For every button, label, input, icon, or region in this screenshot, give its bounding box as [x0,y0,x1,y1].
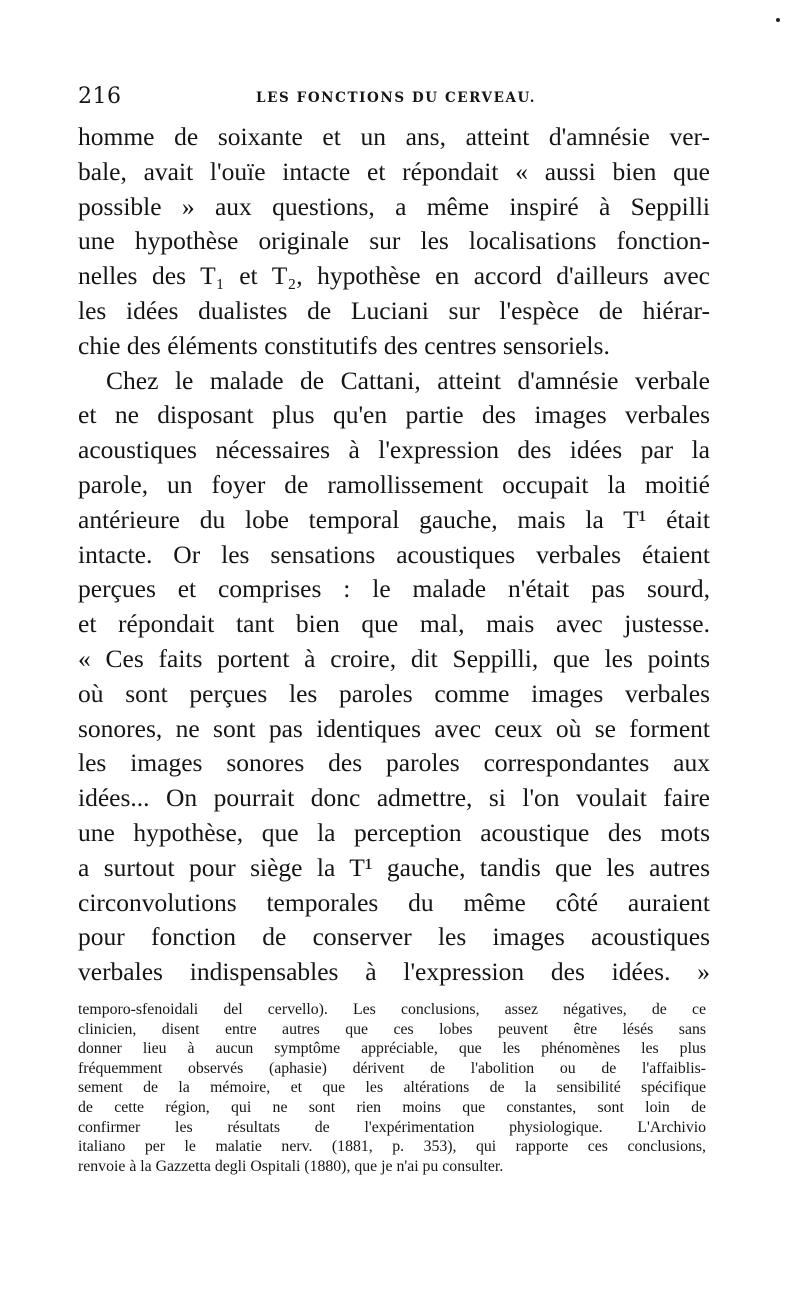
text-line: et répondait tant bien que mal, mais avec justesse. [78,609,710,639]
text-line: bale, avait l'ouïe intacte et répondait « aussi bien que [78,156,710,186]
footnote-line: clinicien, disent entre autres que ces lobes peuvent être lésés sans [78,1020,706,1038]
text-line: a surtout pour siège la T¹ gauche, tandis que les autres [78,852,710,882]
text-line: antérieure du lobe temporal gauche, mais la T¹ était [78,504,710,534]
text-line: Chez le malade de Cattani, atteint d'amnésie verbale [106,365,710,395]
text-line: perçues et comprises : le malade n'était pas sourd, [78,574,710,604]
text-line: circonvolutions temporales du même côté auraient [78,887,710,917]
footnote-line: confirmer les résultats de l'expérimentation physiologique. L'Archivio [78,1118,706,1136]
text-line: verbales indispensables à l'expression des idées. » [78,957,710,987]
footnote-line: de cette région, qui ne sont rien moins que constantes, sont loin de [78,1098,706,1116]
text-line: les images sonores des paroles correspondantes aux [78,748,710,778]
footnote-line: donner lieu à aucun symptôme appréciable, que les phénomènes les plus [78,1040,706,1058]
footnote-line: sement de la mémoire, et que les altérations de la sensibilité spécifique [78,1079,706,1097]
text-line: et ne disposant plus qu'en partie des images verbales [78,400,710,430]
main-text [78,120,710,990]
text-line: idées... On pourrait donc admettre, si l'on voulait faire [78,783,710,813]
text-line: homme de soixante et un ans, atteint d'amnésie ver- [78,122,710,151]
page-number: 216 [78,84,122,109]
text-line: acoustiques nécessaires à l'expression des idées par la [78,435,710,465]
text-line: « Ces faits portent à croire, dit Seppilli, que les points [78,643,710,673]
text-line: parole, un foyer de ramollissement occupait la moitié [78,469,710,499]
text-line: chie des éléments constitutifs des centres sensoriels. [78,330,610,360]
text-line: sonores, ne sont pas identiques avec ceux où se forment [78,713,710,743]
text-line: les idées dualistes de Luciani sur l'espèce de hiérar- [78,295,710,325]
text-line: pour fonction de conserver les images acoustiques [78,922,710,952]
footnote-line: renvoie à la Gazzetta degli Ospitali (1880), que je n'ai pu consulter. [78,1157,504,1175]
text-line: nelles des T₁ et T₂, hypothèse en accord d'ailleurs avec [78,261,710,291]
text-line: où sont perçues les paroles comme images verbales [78,678,710,708]
page-header [78,84,708,110]
text-line: une hypothèse originale sur les localisations fonction- [78,226,710,256]
footnote-line: italiano per le malatie nerv. (1881, p. 353), qui rapporte ces conclusions, [78,1138,706,1156]
running-head: LES FONCTIONS DU CERVEAU. [256,90,536,106]
footnote [78,1000,706,1176]
text-line: possible » aux questions, a même inspiré à Seppilli [78,191,710,221]
footnote-line: temporo-sfenoidali del cervello). Les conclusions, assez négatives, de ce [78,1001,706,1018]
margin-speck [776,18,780,22]
text-line: intacte. Or les sensations acoustiques verbales étaient [78,539,710,569]
text-line: une hypothèse, que la perception acoustique des mots [78,817,710,847]
footnote-line: fréquemment observés (aphasie) dérivent de l'abolition ou de l'affaiblis- [78,1059,706,1077]
